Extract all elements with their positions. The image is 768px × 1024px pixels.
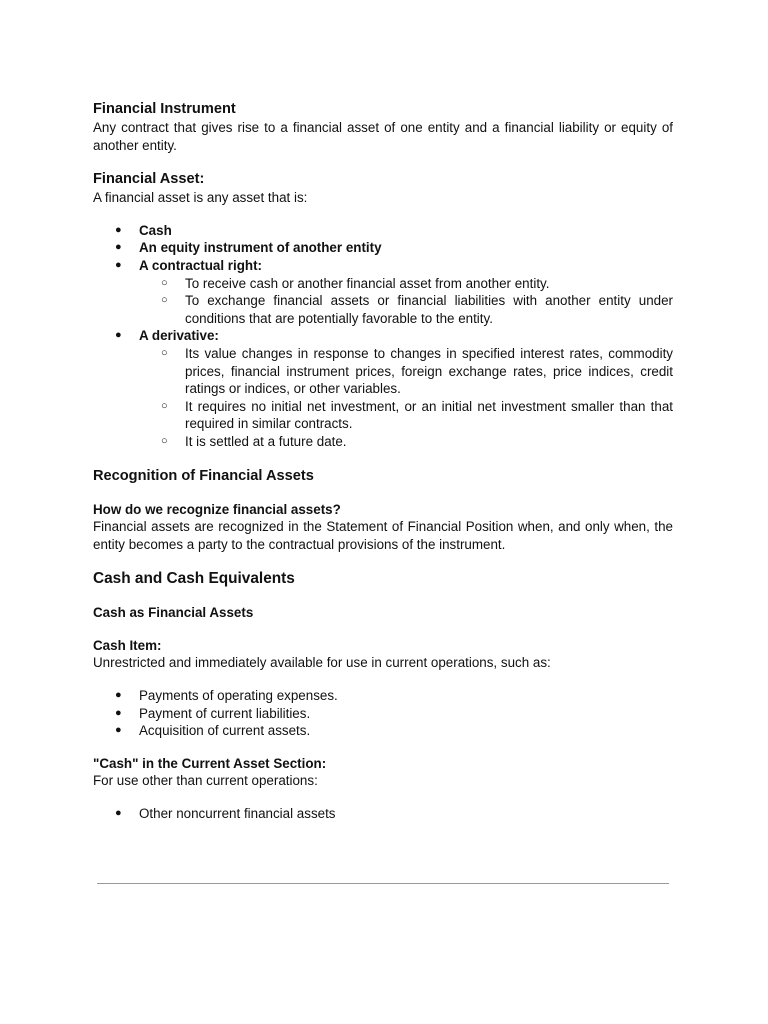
sub-list-item: ○ Its value changes in response to changes in specified interest rates, commodity prices, financial instrument prices, foreign exchange rates, price indices, credit ratings or indices, or other variables. xyxy=(139,345,673,398)
contractual-right-sublist xyxy=(139,275,673,328)
list-item: ● Acquisition of current assets. xyxy=(93,722,673,740)
recognition-answer: Financial assets are recognized in the Statement of Financial Position when, and only when, the entity becomes a party to the contractual provisions of the instrument. xyxy=(93,519,673,552)
sub-list-item: ○ To receive cash or another financial asset from another entity. xyxy=(139,275,673,293)
current-section-list xyxy=(93,805,673,823)
list-item: ● Other noncurrent financial assets xyxy=(93,805,673,823)
page-divider xyxy=(97,883,669,884)
current-section-heading: "Cash" in the Current Asset Section: xyxy=(93,755,327,771)
recognition-question: How do we recognize financial assets? xyxy=(93,501,341,517)
financial-asset-list xyxy=(93,222,673,451)
financial-instrument-heading: Financial Instrument xyxy=(93,101,236,117)
sub-list-item: ○ It is settled at a future date. xyxy=(139,433,673,451)
sub-list-item: ○ To exchange financial assets or financial liabilities with another entity under conditions that are potentially favorable to the entity. xyxy=(139,292,673,327)
financial-instrument-definition: Any contract that gives rise to a financial asset of one entity and a financial liability or equity of another entity. xyxy=(93,120,673,153)
derivative-sublist xyxy=(139,345,673,451)
list-item: ● A derivative: ○ Its value changes in response to changes in specified interest rates, commodity prices, financial instrument prices, foreign exchange rates, price indices, credit ratings or indices, or other variables. ○ It requires no initial net investment, or an initial net investment smaller than that required in similar contracts. ○ It is settled at a future date. xyxy=(93,327,673,450)
list-item: ● A contractual right: ○ To receive cash or another financial asset from another entity. ○ To exchange financial assets or financial liabilities with another entity under conditions that are potentially favorable to the entity. xyxy=(93,257,673,327)
recognition-heading: Recognition of Financial Assets xyxy=(93,467,314,484)
cash-item-heading: Cash Item: xyxy=(93,637,162,653)
cash-heading: Cash and Cash Equivalents xyxy=(93,570,295,588)
sub-list-item: ○ It requires no initial net investment, or an initial net investment smaller than that required in similar contracts. xyxy=(139,398,673,433)
current-section-text: For use other than current operations: xyxy=(93,773,318,789)
list-item: ● Payments of operating expenses. xyxy=(93,687,673,705)
list-item: ● An equity instrument of another entity xyxy=(93,239,673,257)
financial-asset-intro: A financial asset is any asset that is: xyxy=(93,190,308,206)
financial-asset-heading: Financial Asset: xyxy=(93,171,205,188)
cash-item-list xyxy=(93,687,673,740)
cash-item-text: Unrestricted and immediately available for use in current operations, such as: xyxy=(93,655,551,671)
list-item: ● Payment of current liabilities. xyxy=(93,705,673,723)
list-item: ● Cash xyxy=(93,222,673,240)
cash-subheading: Cash as Financial Assets xyxy=(93,605,254,621)
document-page xyxy=(93,100,673,823)
